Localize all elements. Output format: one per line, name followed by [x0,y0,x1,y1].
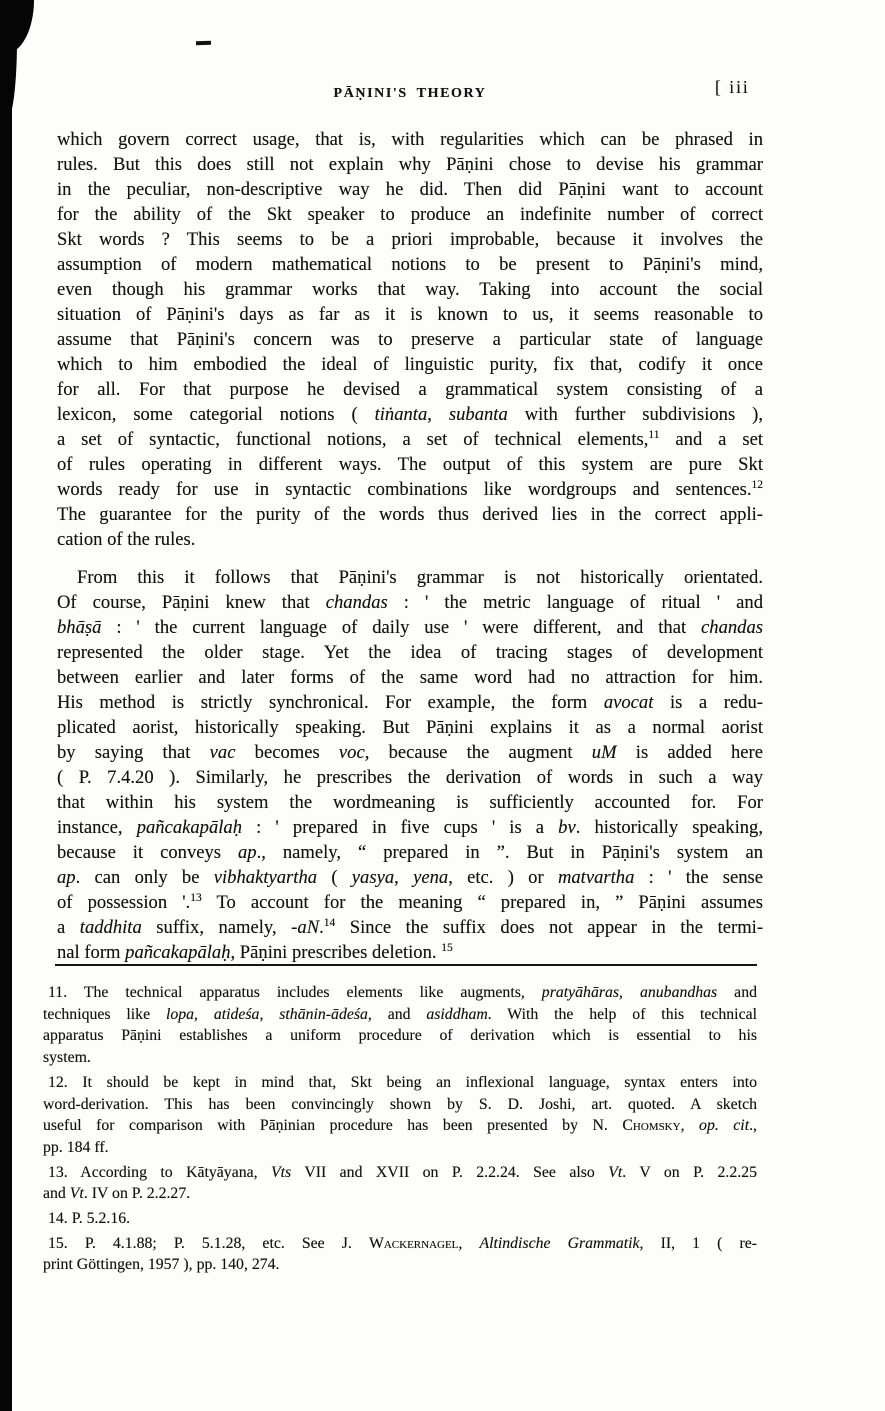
text-line: that within his system the wordmeaning is sufficiently accounted for. For [57,792,763,813]
footnote-12 [43,1072,757,1159]
text-line: The guarantee for the purity of the words thus derived lies in the correct appli- [57,504,763,525]
text-line: Of course, Pāṇini knew that chandas : ' the metric language of ritual ' and [57,592,763,613]
text-line: 12. It should be kept in mind that, Skt being an inflexional language, syntax enters into [48,1073,757,1091]
text-line: lexicon, some categorial notions ( tiṅanta, subanta with further subdivisions ), [57,404,763,425]
text-line: which to him embodied the ideal of linguistic purity, fix that, codify it once [57,354,763,375]
body-text [57,127,763,965]
text-line: rules. But this does still not explain why Pāṇini chose to devise his grammar [57,154,763,175]
text-line: of rules operating in different ways. The output of this system are pure Skt [57,454,763,475]
text-line: of possession '.$^{13}$ To account for the meaning “ prepared in, ” Pāṇini assumes [57,891,763,913]
text-line: represented the older stage. Yet the idea of tracing stages of development [57,642,763,663]
text-line: even though his grammar works that way. Taking into account the social [57,279,763,300]
text-line: system. [43,1049,91,1067]
footnote-15 [43,1233,757,1276]
text-line: and Vt. IV on P. 2.2.27. [43,1185,191,1203]
text-line: for the ability of the Skt speaker to produce an indefinite number of correct [57,204,763,225]
paragraph-1 [57,127,763,552]
text-line: pp. 184 ff. [43,1138,109,1156]
paragraph-2 [57,565,763,965]
footnote-separator-rule [55,964,757,966]
text-line: Skt words ? This seems to be a priori improbable, because it involves the [57,229,763,250]
text-line: assumption of modern mathematical notions to be present to Pāṇini's mind, [57,254,763,275]
footnote-13 [43,1162,757,1205]
footnotes [43,982,757,1279]
text-line: instance, pañcakapālaḥ : ' prepared in five cups ' is a bv. historically speaking, [57,817,764,838]
text-line: plicated aorist, historically speaking. But Pāṇini explains it as a normal aorist [57,717,763,738]
text-line: 13. According to Kātyāyana, Vts VII and XVII on P. 2.2.24. See also Vt. V on P. 2.2.25 [48,1163,757,1181]
text-line: ( P. 7.4.20 ). Similarly, he prescribes the derivation of words in such a way [57,767,763,788]
text-line: techniques like lopa, atideśa, sthānin-ādeśa, and asiddham. With the help of this technical [43,1005,757,1023]
text-line: His method is strictly synchronical. For example, the form avocat is a redu- [57,692,763,713]
text-line: for all. For that purpose he devised a grammatical system consisting of a [57,379,763,400]
footnote-11 [43,982,757,1069]
footnote-14 [43,1208,757,1230]
text-line: by saying that vac becomes voc, because the augment uM is added here [57,742,763,763]
text-line: bhāṣā : ' the current language of daily use ' were different, and that chandas [57,617,763,638]
text-line: 15. P. 4.1.88; P. 5.1.28, etc. See J. Wackernagel, Altindische Grammatik, II, 1 ( re- [48,1234,757,1252]
text-line: between earlier and later forms of the same word had no attraction for him. [57,667,763,688]
text-line: situation of Pāṇini's days as far as it is known to us, it seems reasonable to [57,304,763,325]
text-line: word-derivation. This has been convincingly shown by S. D. Joshi, art. quoted. A sketch [43,1095,757,1113]
text-line: cation of the rules. [57,529,196,550]
text-line: 14. P. 5.2.16. [48,1210,131,1228]
page-number: [ iii [715,77,750,97]
text-line: useful for comparison with Pāṇinian procedure has been presented by N. Chomsky, op. cit., [43,1117,757,1135]
text-line: assume that Pāṇini's concern was to preserve a particular state of language [57,329,763,350]
text-line: a taddhita suffix, namely, -aN.$^{14}$ Since the suffix does not appear in the termi- [57,916,764,938]
text-line: in the peculiar, non-descriptive way he did. Then did Pāṇini want to account [57,179,763,200]
text-line: apparatus Pāṇini establishes a uniform procedure of derivation which is essential to his [43,1027,757,1045]
text-line: which govern correct usage, that is, with regularities which can be phrased in [57,129,763,150]
text-line: print Göttingen, 1957 ), pp. 140, 274. [43,1256,280,1274]
scan-corner-blob-artifact [0,40,17,120]
text-line: words ready for use in syntactic combinations like wordgroups and sentences.$^{12}$ [57,478,763,500]
text-line: ap. can only be vibhaktyartha ( yasya, yena, etc. ) or matvartha : ' the sense [57,867,764,888]
text-line: From this it follows that Pāṇini's grammar is not historically orientated. [77,567,763,588]
text-line: 11. The technical apparatus includes elements like augments, pratyāhāras, anubandhas and [48,984,757,1001]
page-header [57,77,763,108]
scan-dash-artifact [196,41,211,46]
text-line: a set of syntactic, functional notions, a set of technical elements,$^{11}$ and a set [57,428,764,450]
running-title: PĀṆINI'S THEORY [333,86,487,101]
text-line: nal form pañcakapālaḥ, Pāṇini prescribes deletion. $^{15}$ [57,941,453,963]
text-line: because it conveys ap., namely, “ prepared in ”. But in Pāṇini's system an [57,842,763,863]
scan-binding-bar-artifact [0,0,12,1411]
